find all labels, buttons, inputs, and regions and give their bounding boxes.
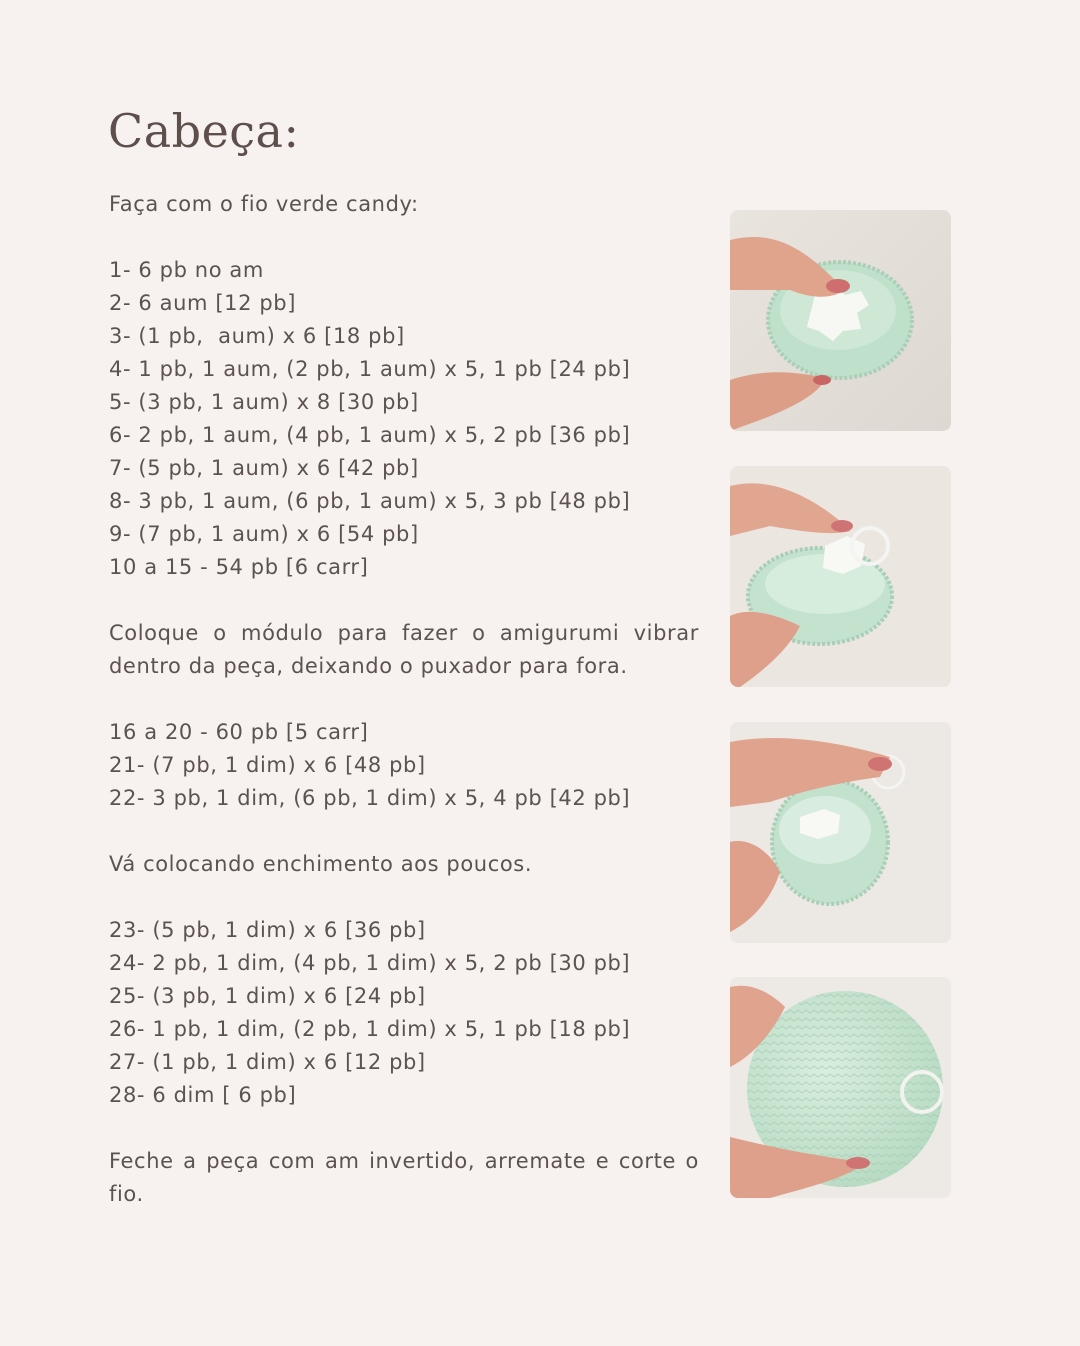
round-line: 26- 1 pb, 1 dim, (2 pb, 1 dim) x 5, 1 pb [18 pb] (109, 1017, 631, 1041)
round-line: 27- (1 pb, 1 dim) x 6 [12 pb] (109, 1050, 426, 1074)
rounds-group-3 (109, 914, 699, 1112)
rounds-group-2 (109, 716, 699, 815)
round-line: 5- (3 pb, 1 aum) x 8 [30 pb] (109, 390, 419, 414)
step-photo-4 (730, 977, 951, 1198)
note-vibration-module: Coloque o módulo para fazer o amigurumi vibrar dentro da peça, deixando o puxador para fora. (109, 621, 699, 678)
round-line: 16 a 20 - 60 pb [5 carr] (109, 720, 369, 744)
round-line: 10 a 15 - 54 pb [6 carr] (109, 555, 369, 579)
round-line: 22- 3 pb, 1 dim, (6 pb, 1 dim) x 5, 4 pb [42 pb] (109, 786, 631, 810)
round-line: 9- (7 pb, 1 aum) x 6 [54 pb] (109, 522, 419, 546)
round-line: 23- (5 pb, 1 dim) x 6 [36 pb] (109, 918, 426, 942)
intro-text: Faça com o fio verde candy: (109, 192, 419, 216)
note-stuffing: Vá colocando enchimento aos poucos. (109, 852, 533, 876)
round-line: 3- (1 pb, aum) x 6 [18 pb] (109, 324, 405, 348)
round-line: 21- (7 pb, 1 dim) x 6 [48 pb] (109, 753, 426, 777)
round-line: 2- 6 aum [12 pb] (109, 291, 297, 315)
step-photo-3 (730, 722, 951, 943)
round-line: 24- 2 pb, 1 dim, (4 pb, 1 dim) x 5, 2 pb [30 pb] (109, 951, 631, 975)
round-line: 6- 2 pb, 1 aum, (4 pb, 1 aum) x 5, 2 pb [36 pb] (109, 423, 631, 447)
page-title: Cabeça: (108, 104, 300, 158)
step-photo-2 (730, 466, 951, 687)
round-line: 4- 1 pb, 1 aum, (2 pb, 1 aum) x 5, 1 pb [24 pb] (109, 357, 631, 381)
round-line: 1- 6 pb no am (109, 258, 264, 282)
round-line: 28- 6 dim [ 6 pb] (109, 1083, 297, 1107)
step-photo-1 (730, 210, 951, 431)
round-line: 7- (5 pb, 1 aum) x 6 [42 pb] (109, 456, 419, 480)
rounds-group-1 (109, 254, 699, 584)
round-line: 8- 3 pb, 1 aum, (6 pb, 1 aum) x 5, 3 pb [48 pb] (109, 489, 631, 513)
note-finish: Feche a peça com am invertido, arremate e corte o fio. (109, 1149, 699, 1206)
round-line: 25- (3 pb, 1 dim) x 6 [24 pb] (109, 984, 426, 1008)
instructions (109, 188, 699, 1211)
